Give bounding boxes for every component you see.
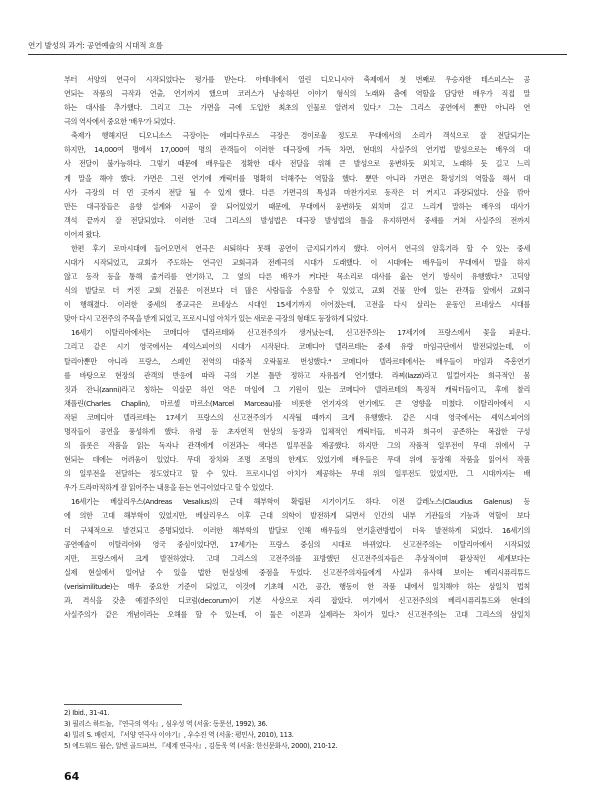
body-line: 작된 코메디아 델라르테는 17세기 프랑스의 신고전주의가 시작될 때까지 크게 유행했다. 같은 시대 영국에서는 셰익스피어의 bbox=[64, 412, 530, 422]
body-line: 를 바탕으로 현장의 관객의 반응에 따라 극의 기본 틀만 정하고 자유롭게 연기했다. 라찌(lazzi)라고 일컬어지는 희극적인 몸 bbox=[64, 370, 530, 380]
body-text bbox=[64, 73, 530, 622]
body-line: 객석 끝까지 잘 전달되었다. 이러한 고대 그리스의 발성법은 대극장 발성법의 틀을 유지하면서 중세를 거쳐 사실주의 전까지 bbox=[64, 215, 530, 225]
body-line: 사 전달이 불가능하다. 그렇기 때문에 배우들은 정확한 대사 전달을 위해 큰 발성으로 웅변하듯 외치고, 노래하 듯 길고 느리 bbox=[64, 159, 530, 169]
footnote: 3) 필리스 하트놀, 『연극의 역사』, 심우성 역 (서울: 동문선, 1992), 36. bbox=[64, 720, 268, 729]
body-line: 그리고 같은 시기 영국에서는 셰익스피어의 시대가 시작된다. 코메디아 델라르테는 중세 유랑 마임극단에서 발전되었는데, 이 bbox=[64, 342, 530, 352]
body-line: 만든 대극장들은 음향 설계와 시공이 잘 되어있었기 때문에, 무대에서 웅변하듯 외치며 길고 느리게 말하는 배우의 대사가 bbox=[64, 201, 530, 211]
page-number: 64 bbox=[64, 770, 80, 783]
body-line: 하지만, 14,000여 명에서 17,000여 명의 관객들이 이러한 대극장에 가득 차면, 현대의 사실주의 연기법 발성으로는 배우의 대 bbox=[64, 145, 530, 155]
body-line: 이어져 왔다. bbox=[64, 229, 101, 239]
body-line: 16세기는 베살리우스(Andreas Vesalius)의 근대 해부학이 확립된 시기이기도 하다. 이전 갈레노스(Claudius Galenus) 등 bbox=[71, 497, 530, 507]
body-line: 채플린(Charles Chaplin), 마르셀 마르소(Marcel Marceau)를 비롯한 연기자의 연기에도 큰 영향을 미쳤다. 이탈리아에서 시 bbox=[64, 398, 530, 408]
body-line: 탈리아뿐만 아니라 프랑스, 스페인 전역의 대중적 오락물로 번성했다.⁴ 코메디아 델라르테에서는 배우들이 마임과 즉흥연기 bbox=[64, 356, 530, 366]
footnote: 5) 에드워드 월슨, 알빈 골드파브, 『세계 연극사』, 김동욱 역 (서울: 한신문화사, 2000), 210-12. bbox=[64, 742, 338, 751]
footnote: 2) Ibid., 31-41. bbox=[64, 709, 110, 717]
footnote: 4) 밀리 S. 배린저, 『서양 연극사 이야기』, 우수진 역 (서울: 평민사, 2010), 113. bbox=[64, 731, 294, 740]
body-line: 실제 현실에서 일어날 수 있을 법한 현실성에 중점을 두었다. 신고전주의자들에게 사실과 유사해 보이는 베리시퓨리튜드 bbox=[64, 567, 530, 577]
body-line: 우가 드라마적하게 잘 읽어주는 내용을 듣는 연극이었다고 할 수 있었다. bbox=[64, 483, 274, 493]
body-line: 사실주의가 같은 개념이라는 오해를 할 수 있는데, 이 둘은 이론과 실제라는 차이가 있다.⁵ 신고전주의는 고대 그리스의 삼일치 bbox=[64, 609, 530, 619]
body-line: 명작들이 공연을 풍성하게 했다. 유령 등 초자연적 현상의 등장과 입체적인 캐릭터들, 비극과 희극이 공존하는 복잡한 구성 bbox=[64, 426, 530, 436]
body-line: 맞아 다시 고전주의 주목을 받게 되었고, 프로시니엄 아치가 있는 새로운 극장의 형태도 등장하게 되었다. bbox=[64, 314, 368, 324]
body-line: 극의 역사에서 중요한 '배우'가 되었다. bbox=[64, 117, 176, 127]
body-line: 연되는 작품의 극작과 연출, 연기까지 했으며 코러스가 낭송하던 이야기 형식의 노래와 춤에 역할을 담당한 배우가 직접 말 bbox=[64, 89, 530, 99]
body-line: 한편 후기 로마시대에 들어오면서 연극은 쇠퇴하다 못해 공연이 금지되기까지 했다. 이어서 연극의 암흑기라 할 수 있는 중세 bbox=[71, 243, 530, 253]
body-line: 지만, 프랑스에서 크게 발전하였다. 고대 그리스의 고전주의를 표방했던 신고전주의자들은 추상적이며 환상적인 세계보다는 bbox=[64, 553, 530, 563]
body-line: 이 행해졌다. 이러한 중세의 종교극은 르네상스 시대인 15세기까지 이어졌는데, 고전을 다시 살리는 운동인 르네상스 시대를 bbox=[64, 300, 530, 310]
body-line: 과, 격식을 갖춘 예절주의인 디코럼(decorum)이 기본 사상으로 자리 잡았다. 여기에서 신고전주의의 베리시퓨리튜드와 현대의 bbox=[64, 595, 530, 605]
body-line: 더 구체적으로 발견되고 증명되었다. 이러한 해부학의 발달로 인해 배우들의 연기훈련방법이 더욱 발전하게 되었다. 16세기의 bbox=[64, 525, 530, 535]
running-header bbox=[28, 40, 567, 55]
body-line: 의 일루전을 전달하는 정도였다고 할 수 있다. 프로시니엄 아치가 제공하는 무대 위의 일루전도 있었지만, 그 시대까지는 배 bbox=[64, 469, 530, 479]
body-line: 에 의한 고대 해부학이 있었지만, 베살리우스 이후 근대 의학이 발전하게 되면서 인간의 내부 기관들의 기능과 역할이 보다 bbox=[64, 511, 530, 521]
body-line: 식의 발달로 더 커진 교회 건물은 이전보다 더 많은 사람들을 수용할 수 있었고, 교회 건물 안에 있는 관객들 앞에서 교회극 bbox=[64, 286, 530, 296]
body-line: 않고 동작 등을 통해 줄거리를 연기하고, 그 옆의 다른 배우가 커다란 목소리로 대사를 읊는 연기 방식이 유행했다.³ 고딕양 bbox=[64, 272, 530, 282]
body-line: 공연예술이 이탈리아와 영국 중심이었다면, 17세기는 프랑스 중심의 시대로 바뀌었다. 신고전주의는 이탈리아에서 시작되었 bbox=[64, 539, 530, 549]
body-line: 하는 대사를 추가했다. 그리고 그는 가면을 극에 도입한 최초의 인물로 알려져 있다.² 그는 그리스 공연에서 뿐만 아니라 연 bbox=[64, 103, 530, 113]
body-line: (verisimilitude)는 매우 중요한 기준이 되었고, 이것에 기초해 시간, 공간, 행동이 한 작품 내에서 일치해야 하는 삼일치 법칙 bbox=[64, 581, 530, 591]
body-line: 현되는 데에는 어려움이 있었다. 무대 장치와 조명 조명의 한계도 있었기에 배우들은 무대 위에 등장해 작품을 읽어서 작품 bbox=[64, 455, 530, 465]
body-line: 16세기 이탈리아에서는 코메디아 델라르테와 신고전주의가 생겨났는데, 신고전주의는 17세기에 프랑스에서 꽃을 피운다. bbox=[71, 328, 530, 338]
running-title: 연기 발성의 과거: 공연예술의 시대적 흐름 bbox=[28, 41, 163, 50]
body-line: 사가 극장의 더 먼 곳까지 전달 될 수 있게 했다. 다른 가면극의 특성과 마찬가지로 동작은 더 커지고 과장되었다. 산을 깎아 bbox=[64, 187, 530, 197]
body-line: 의 플롯은 작품을 읽는 독자나 관객에게 이전과는 색다른 일루전을 제공했다. 하지만 그의 작품적 일루전이 무대 위에서 구 bbox=[64, 441, 530, 451]
body-line: 게 말을 해야 했다. 가면은 그런 연기에 캐릭터를 명확히 더해주는 역할을 했다. 뿐만 아니라 가면은 확성기의 역할을 해서 대 bbox=[64, 173, 530, 183]
footnotes bbox=[64, 708, 530, 752]
body-line: 시대가 시작되었고, 교회가 주도하는 연극인 교회극과 전례극의 시대가 도래했다. 이 시대에는 배우들이 무대에서 말을 하지 bbox=[64, 258, 530, 268]
body-line: 축제가 행해지던 디오니소스 극장이는 에피다우로스 극장은 경이로울 정도로 무대에서의 소리가 객석으로 잘 전달되기는 bbox=[71, 131, 530, 141]
body-line: 부터 서양의 연극이 시작되었다는 평가를 받는다. 아테네에서 열린 디오니시아 축제에서 첫 번째로 우승자한 테스피스는 공 bbox=[64, 75, 530, 84]
footnote-divider bbox=[64, 704, 182, 705]
body-line: 짓과 잔니(zanni)라고 칭하는 익살꾼 하인 역은 마임에 그 기원이 있는 코메디아 델라르테의 특징적 캐릭터들이고, 후에 찰리 bbox=[64, 384, 530, 394]
